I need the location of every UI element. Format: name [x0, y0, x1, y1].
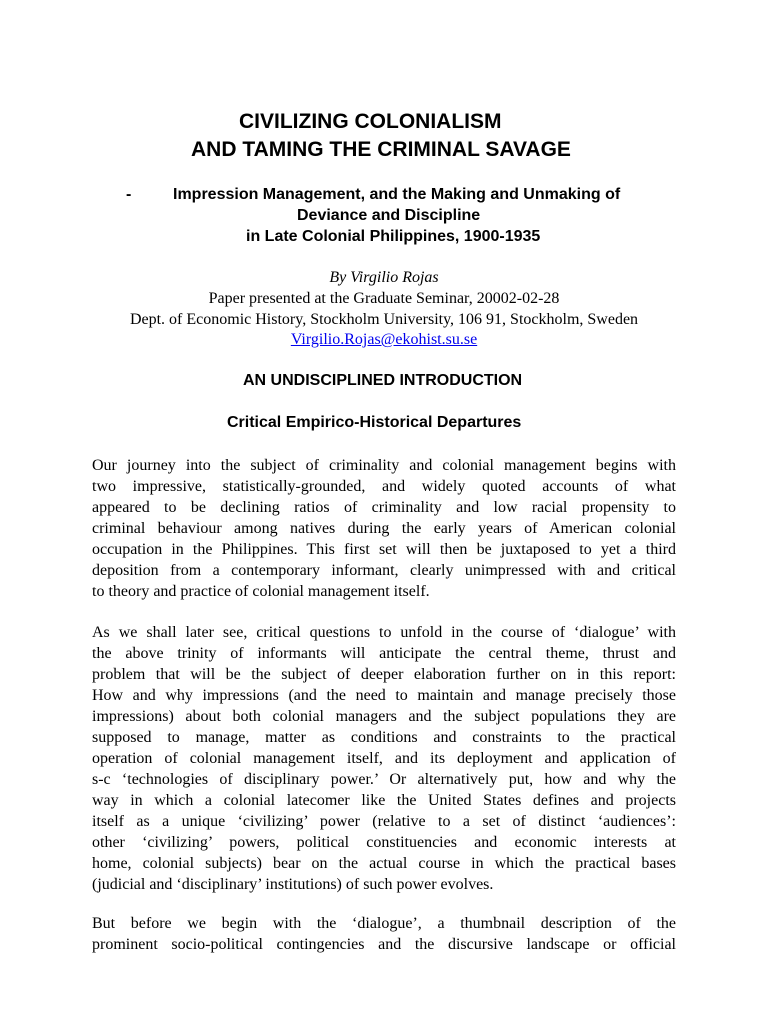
paragraph-line: other ‘civilizing’ powers, political constituencies and economic interests at — [92, 834, 676, 851]
paragraph-line: itself as a unique ‘civilizing’ power (relative to a set of distinct ‘audiences’: — [92, 813, 676, 830]
paragraph-line: two impressive, statistically-grounded, and widely quoted accounts of what — [92, 478, 676, 495]
paragraph-line: (judicial and ‘disciplinary’ institutions) of such power evolves. — [92, 876, 494, 893]
section-heading: AN UNDISCIPLINED INTRODUCTION — [243, 372, 523, 389]
paragraph-line: operation of colonial management itself, and its deployment and application of — [92, 750, 676, 767]
title-line-1: CIVILIZING COLONIALISM — [239, 110, 502, 133]
subtitle-line-2: Deviance and Discipline — [297, 207, 481, 224]
presented-note: Paper presented at the Graduate Seminar, 20002-02-28 — [208, 290, 560, 307]
paragraph-line: But before we begin with the ‘dialogue’, a thumbnail description of the — [92, 915, 676, 932]
paragraph-line: impressions) about both colonial managers and the subject populations they are — [92, 708, 676, 725]
paragraph-line: s-c ‘technologies of disciplinary power.’ Or alternatively put, how and why the — [92, 771, 676, 788]
paragraph-line: supposed to manage, matter as conditions and constraints to the practical — [92, 729, 676, 746]
subtitle-line-3: in Late Colonial Philippines, 1900-1935 — [246, 228, 541, 245]
section-subheading: Critical Empirico-Historical Departures — [227, 414, 522, 431]
affiliation: Dept. of Economic History, Stockholm University, 106 91, Stockholm, Sweden — [129, 311, 639, 328]
paragraph-line: appeared to be declining ratios of criminality and low racial propensity to — [92, 499, 676, 516]
paragraph-line: As we shall later see, critical questions to unfold in the course of ‘dialogue’ with — [92, 624, 676, 641]
title-line-2: AND TAMING THE CRIMINAL SAVAGE — [191, 138, 571, 161]
paragraph-line: the above trinity of informants will anticipate the central theme, thrust and — [92, 645, 676, 662]
paragraph-line: problem that will be the subject of deeper elaboration further on in this report: — [92, 666, 676, 683]
paragraph-line: deposition from a contemporary informant, clearly unimpressed with and critical — [92, 562, 676, 579]
paragraph-line: way in which a colonial latecomer like the United States defines and projects — [92, 792, 676, 809]
paragraph-line: Our journey into the subject of criminality and colonial management begins with — [92, 457, 676, 474]
paragraph-line: to theory and practice of colonial management itself. — [92, 583, 430, 600]
paragraph-line: prominent socio-political contingencies and the discursive landscape or official — [92, 936, 676, 953]
paragraph-line: home, colonial subjects) bear on the actual course in which the practical bases — [92, 855, 676, 872]
paragraph-line: How and why impressions (and the need to maintain and manage precisely those — [92, 687, 676, 704]
author-byline: By Virgilio Rojas — [329, 269, 439, 286]
email-link[interactable]: Virgilio.Rojas@ekohist.su.se — [290, 331, 478, 348]
subtitle-line-1: Impression Management, and the Making and Unmaking of — [173, 186, 621, 203]
paragraph-line: occupation in the Philippines. This first set will then be juxtaposed to yet a third — [92, 541, 676, 558]
paragraph-line: criminal behaviour among natives during the early years of American colonial — [92, 520, 676, 537]
subtitle-dash: - — [126, 186, 132, 203]
email-line — [0, 330, 768, 350]
